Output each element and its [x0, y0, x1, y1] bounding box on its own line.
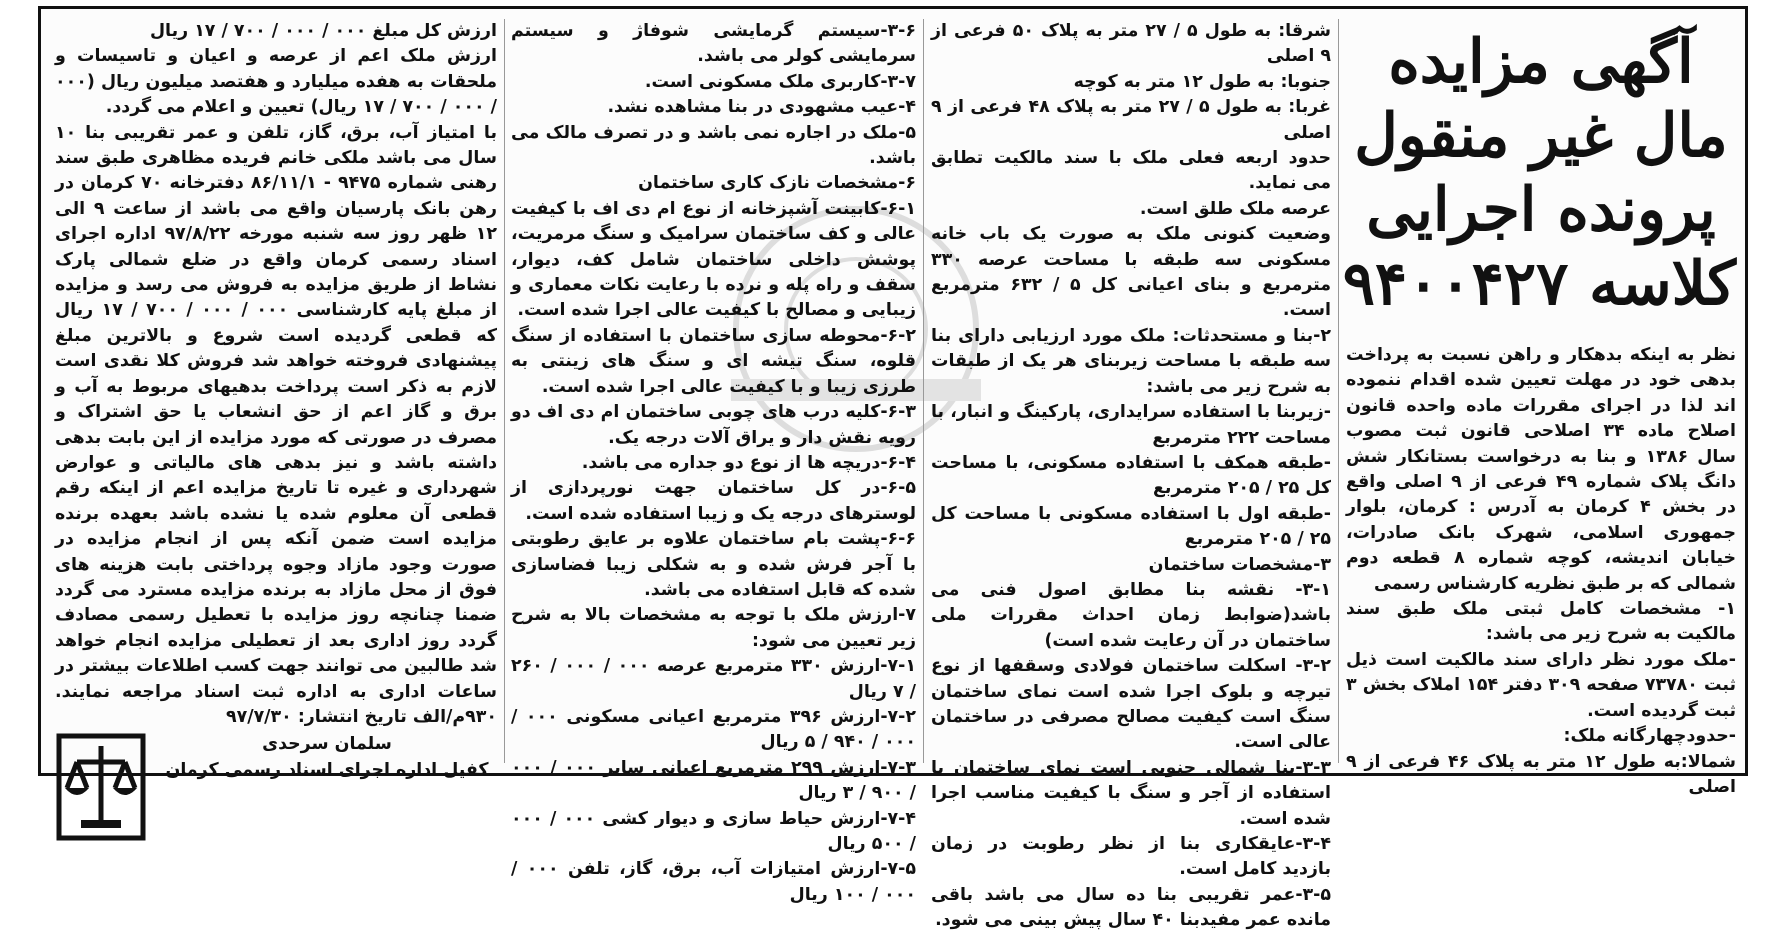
- column-separator: [923, 19, 924, 763]
- paragraph: با امتیاز آب، برق، گاز، تلفن و عمر تقریبی بنا ۱۰ سال می باشد ملکی خانم فریده مظاهری طبق سند رهنی شماره ۹۴۷۵ - ۸۶/۱۱/۱ دفترخانه ۷۰ کرمان در رهن بانک پارسیان واقع می باشد از ساعت ۹ الی ۱۲ ظهر روز سه شنبه مورخه ۹۷/۸/۲۲ اداره اجرای اسناد رسمی کرمان واقع در ضلع شمالی پارک نشاط از طریق مزایده به فروش می رسد و مزایده از مبلغ پایه کارشناسی ۰۰۰ / ۰۰۰ / ۷۰۰ / ۱۷ ریال که قطعی گردیده است شروع و بالاترین مبلغ پیشنهادی فروخته خواهد شد فروش کلا نقدی است لازم به ذکر است پرداخت بدهیهای مربوط به آب و برق و گاز اعم از حق انشعاب یا حق اشتراک و مصرف در صورتی که مورد مزایده از این بابت بدهی داشته باشد و نیز بدهی های مالیاتی و عوارض شهرداری و غیره تا تاریخ مزایده اعم از اینکه رقم قطعی آن معلوم شده یا نشده باشد بعهده برنده مزایده است ضمن آنکه پس از انجام مزایده در صورت وجود مازاد وجوه پرداختی بابت هزینه های فوق از محل مازاد به برنده مزایده مسترد می گردد ضمنا چنانچه روز مزایده با تعطیل رسمی مصادف گردد روز اداری بعد از تعطیلی مزایده انجام خواهد شد طالبین می توانند جهت کسب اطلاعات بیشتر در ساعات اداری به اداره ثبت اسناد مراجعه نمایند. ۹۳۰م/الف تاریخ انتشار: ۹۷/۷/۳۰: [55, 122, 498, 727]
- paragraph: -طبقه اول با استفاده مسکونی با مساحت کل ۲۵ / ۲۰۵ مترمربع: [931, 503, 1331, 550]
- paragraph: شمالا:به طول ۱۲ متر به پلاک ۴۶ فرعی از ۹ اصلی: [1346, 751, 1736, 797]
- paragraph: ۶-۳-کلیه درب های چوبی ساختمان ام دی اف دو رویه نقش دار و یراق آلات درجه یک.: [511, 402, 916, 448]
- column-1: [1342, 19, 1737, 797]
- paragraph: ۶-۵-در کل ساختمان جهت نورپردازی از لوسترهای درجه یک و زیبا استفاده شده است.: [511, 478, 916, 524]
- paragraph: ۷-۱-ارزش ۳۳۰ مترمربع عرصه ۰۰۰ / ۰۰۰ / ۲۶۰ / ۷ ریال: [511, 656, 916, 702]
- paragraph: ۷-۳-ارزش ۲۹۹ مترمربع اعیانی سایر ۰۰۰ / ۰۰۰ / ۹۰۰ / ۳ ریال: [511, 757, 916, 804]
- paragraph: ۵-ملک در اجاره نمی باشد و در تصرف مالک می باشد.: [511, 122, 916, 169]
- signatory-name: سلمان سرحدی: [262, 734, 392, 755]
- paragraph: ۳-۴-عایقکاری بنا از نظر رطوبت در زمان بازدید کامل است.: [931, 834, 1331, 880]
- paragraph: ۴-عیب مشهودی در بنا مشاهده نشد.: [607, 97, 916, 118]
- paragraph: -طبقه همکف با استفاده مسکونی، با مساحت کل ۲۵ / ۲۰۵ مترمربع: [931, 452, 1331, 499]
- paragraph: ۳-۷-کاربری ملک مسکونی است.: [644, 71, 916, 92]
- notice-title: [1342, 25, 1736, 321]
- paragraph: ارزش ملک اعم از عرصه و اعیان و تاسیسات و ملحقات به هفده میلیارد و هفتصد میلیون ریال (۰۰۰ / ۰۰۰ / ۷۰۰ / ۱۷ ریال) تعیین و اعلام می گردد.: [55, 46, 497, 118]
- title-line-3: پرونده اجرایی: [1366, 175, 1716, 245]
- title-line-2: مال غیر منقول: [1354, 101, 1728, 171]
- signature-block: [55, 732, 497, 852]
- column-2: [931, 19, 1332, 931]
- paragraph: -ملک مورد نظر دارای سند مالکیت است ذیل ثبت ۷۳۷۸۰ صفحه ۳۰۹ دفتر ۱۵۴ املاک بخش ۳ ثبت گردیده است.: [1346, 649, 1737, 721]
- paragraph: ۲-بنا و مستحدثات: ملک مورد ارزیابی دارای بنا سه طبقه با مساحت زیربنای هر یک از طبقات به شرح زیر می باشد:: [931, 325, 1331, 397]
- paragraph: حدود اربعه فعلی ملک با سند مالکیت تطابق می نماید.: [931, 148, 1331, 194]
- paragraph: ۷-۵-ارزش امتیازات آب، برق، گاز، تلفن ۰۰۰ / ۰۰۰ / ۱۰۰ ریال: [511, 859, 916, 905]
- paragraph: ۶-مشخصات نازک کاری ساختمان: [638, 173, 916, 194]
- title-line-1: آگهی مزایده: [1388, 27, 1694, 97]
- paragraph: -حدودچهارگانه ملک:: [1563, 726, 1736, 747]
- signatory-role: کفیل اداره اجرای اسناد رسمی کرمان: [165, 759, 489, 780]
- paragraph: ۶-۶-پشت بام ساختمان علاوه بر عایق رطوبتی با آجر فرش شده و به شکلی زیبا فضاسازی شده که قابل استفاده می باشد.: [511, 529, 916, 600]
- paragraph: ۳-مشخصات ساختمان: [1148, 554, 1331, 575]
- paragraph: جنوبا: به طول ۱۲ متر به کوچه: [1073, 71, 1331, 92]
- paragraph: وضعیت کنونی ملک به صورت یک باب خانه مسکونی سه طبقه با مساحت عرصه ۳۳۰ مترمربع و بنای اعیانی کل ۵ / ۶۳۲ مترمربع است.: [931, 224, 1332, 321]
- column-4: [55, 19, 498, 780]
- paragraph: ارزش کل مبلغ ۰۰۰ / ۰۰۰ / ۷۰۰ / ۱۷ ریال: [149, 21, 497, 41]
- paragraph: ۳-۵-عمر تقریبی بنا ده سال می باشد باقی مانده عمر مفیدبنا ۴۰ سال پیش بینی می شود.: [931, 884, 1331, 931]
- paragraph: ۳-۳-بنا شمالی جنوبی است نمای ساختمان با استفاده از آجر و سنگ با کیفیت مناسب اجرا شده است.: [931, 757, 1331, 829]
- paragraph: ۶-۱-کابینت آشپزخانه از نوع ام دی اف با کیفیت عالی و کف ساختمان سرامیک و سنگ مرمریت، پوشش داخلی ساختمان شامل کف، دیوار، سقف و راه پله و نرده با رعایت نکات معماری و زیبایی و مصالح با کیفیت عالی اجرا شده است.: [511, 198, 916, 321]
- paragraph: ۷-۲-ارزش ۳۹۶ مترمربع اعیانی مسکونی ۰۰۰ / ۰۰۰ / ۹۴۰ / ۵ ریال: [511, 706, 916, 753]
- judiciary-scales-emblem-icon: [55, 732, 147, 842]
- column-separator: [1338, 19, 1339, 763]
- column-3: [511, 19, 916, 905]
- paragraph: ۳-۶-سیستم گرمایشی شوفاژ و سیستم سرمایشی کولر می باشد.: [511, 21, 916, 67]
- paragraph: ۱- مشخصات کامل ثبتی ملک طبق سند مالکیت به شرح زیر می باشد:: [1346, 599, 1736, 645]
- title-line-4: کلاسه ۹۴۰۰۴۲۷: [1342, 249, 1736, 319]
- auction-notice: [38, 6, 1748, 931]
- paragraph: ۶-۴-دریچه ها از نوع دو جداره می باشد.: [581, 452, 916, 473]
- paragraph: ۳-۱- نقشه بنا مطابق اصول فنی می باشد(ضوابط زمان احداث مقررات ملی ساختمان در آن رعایت شده است): [931, 579, 1331, 651]
- paragraph: عرصه ملک طلق است.: [1139, 198, 1331, 219]
- paragraph: غربا: به طول ۵ / ۲۷ متر به پلاک ۴۸ فرعی از ۹ اصلی: [931, 97, 1331, 143]
- paragraph: ۳-۲- اسکلت ساختمان فولادی وسقفها از نوع تیرچه و بلوک اجرا شده است نمای ساختمان سنگ است کیفیت مصالح مصرفی در ساختمان عالی است.: [931, 656, 1331, 753]
- column-separator: [504, 19, 505, 763]
- paragraph: نظر به اینکه بدهکار و راهن نسبت به پرداخت بدهی خود در مهلت تعیین شده اقدام ننموده اند لذا در اجرای مقررات ماده واحده قانون اصلاح ماده ۳۴ اصلاحی قانون ثبت مصوب سال ۱۳۸۶ و بنا به درخواست بستانکار شش دانگ پلاک شماره ۴۹ فرعی از ۹ اصلی واقع در بخش ۴ کرمان به آدرس : کرمان، بلوار جمهوری اسلامی، شهرک بانک صادرات، خیابان اندیشه، کوچه شماره ۸ قطعه دوم شمالی که بر طبق نظریه کارشناس رسمی: [1346, 345, 1737, 594]
- paragraph: ۶-۲-محوطه سازی ساختمان با استفاده از سنگ قلوه، سنگ تیشه ای و سنگ های زینتی به طرزی زیبا و با کیفیت عالی اجرا شده است.: [511, 325, 916, 397]
- paragraph: -زیربنا با استفاده سرایداری، پارکینگ و انبار، با مساحت ۲۲۲ مترمربع: [931, 402, 1331, 448]
- paragraph: ۷-ارزش ملک با توجه به مشخصات بالا به شرح زیر تعیین می شود:: [511, 605, 916, 651]
- paragraph: شرقا: به طول ۵ / ۲۷ متر به پلاک ۵۰ فرعی از ۹ اصلی: [931, 21, 1332, 67]
- paragraph: ۷-۴-ارزش حیاط سازی و دیوار کشی ۰۰۰ / ۰۰۰ / ۵۰۰ ریال: [511, 808, 916, 854]
